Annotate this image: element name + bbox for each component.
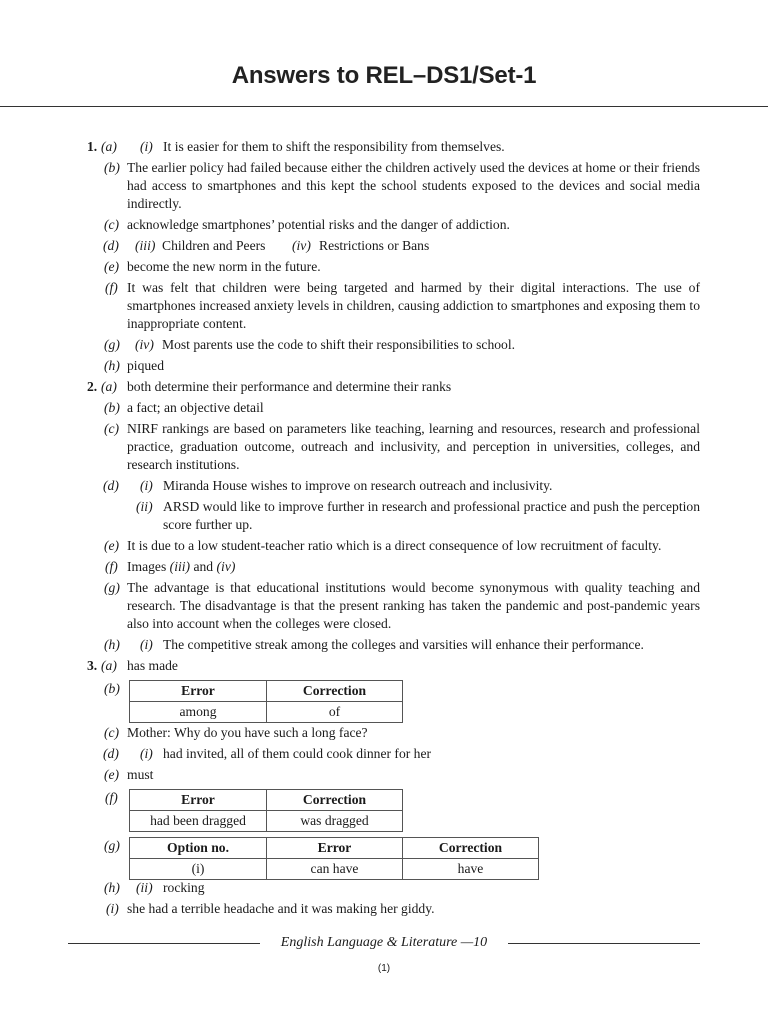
q3-f bbox=[0, 787, 768, 833]
q2-h-text: The competitive streak among the colleges and varsities will enhance their performance. bbox=[163, 637, 644, 652]
q1-d-sub1: (iii) bbox=[135, 238, 156, 253]
q3-b-table bbox=[129, 680, 403, 723]
q1-e-text: become the new norm in the future. bbox=[127, 259, 321, 274]
q1-d-text1: Children and Peers bbox=[162, 238, 266, 253]
q3-c-label: (c) bbox=[104, 725, 120, 740]
q2-h bbox=[0, 636, 768, 657]
q3-e bbox=[0, 766, 768, 787]
q3-b-label: (b) bbox=[104, 681, 120, 696]
q2-c bbox=[0, 420, 768, 474]
q2-a bbox=[0, 378, 768, 399]
q1-a-text: It is easier for them to shift the responsibility from themselves. bbox=[163, 139, 505, 154]
q2-b-text: a fact; an objective detail bbox=[127, 400, 264, 415]
q1-h-text: piqued bbox=[127, 358, 164, 373]
q3-g-table bbox=[129, 837, 539, 880]
q2-d-ii bbox=[0, 498, 768, 534]
q2-d-sub2: (ii) bbox=[136, 499, 153, 514]
q3-g-label: (g) bbox=[104, 838, 120, 853]
q3-a-text: has made bbox=[127, 658, 178, 673]
q1-number: 1. bbox=[87, 139, 98, 154]
q3-g-header-error: Error bbox=[267, 838, 403, 859]
q3-a bbox=[0, 657, 768, 678]
q1-c-label: (c) bbox=[104, 217, 120, 232]
q2-e-text: It is due to a low student-teacher ratio which is a direct consequence of low recruitment of faculty. bbox=[127, 538, 662, 553]
q1-b-text: The earlier policy had failed because either the children actively used the devices at home or their friends had access to smartphones and this kept the school students exposed to the devices and social media indirectly. bbox=[127, 160, 700, 211]
q3-i bbox=[0, 900, 768, 921]
q2-f-sub1: (iii) bbox=[169, 559, 191, 574]
q1-d bbox=[0, 237, 768, 258]
q2-g-label: (g) bbox=[104, 580, 120, 595]
q2-f-text: Images bbox=[127, 559, 167, 574]
q2-d-text1: Miranda House wishes to improve on research outreach and inclusivity. bbox=[163, 478, 553, 493]
q3-h-text: rocking bbox=[163, 880, 205, 895]
q3-d-label: (d) bbox=[103, 746, 119, 761]
q1-f-text: It was felt that children were being targeted and harmed by their digital interactions. The use of smartphones increased anxiety levels in children, causing addiction to smartphones and exposing them to inappropriate content. bbox=[127, 280, 700, 331]
q2-d-i bbox=[0, 477, 768, 498]
q2-d-label: (d) bbox=[103, 478, 119, 493]
q3-g-cell-correction: have bbox=[403, 859, 539, 880]
q3-h-sub: (ii) bbox=[136, 880, 153, 895]
q2-d-text2: ARSD would like to improve further in research and professional practice and push the perception score further up. bbox=[163, 499, 700, 532]
q1-d-sub2: (iv) bbox=[292, 238, 311, 253]
page-title: Answers to REL–DS1/Set-1 bbox=[231, 62, 537, 89]
q2-b-label: (b) bbox=[104, 400, 120, 415]
q1-c bbox=[0, 216, 768, 237]
q2-a-label: (a) bbox=[101, 379, 117, 394]
q2-f-label: (f) bbox=[105, 559, 118, 574]
q3-d-text: had invited, all of them could cook dinner for her bbox=[163, 746, 432, 761]
q3-f-cell-error: had been dragged bbox=[130, 811, 267, 832]
title-rule bbox=[0, 106, 768, 107]
q3-b-cell-error: among bbox=[130, 702, 267, 723]
q3-d-sub: (i) bbox=[140, 746, 153, 761]
q3-f-label: (f) bbox=[105, 790, 118, 805]
q2-f-line bbox=[127, 558, 235, 576]
q3-number: 3. bbox=[87, 658, 98, 673]
footer bbox=[0, 935, 768, 951]
q1-a-sub: (i) bbox=[140, 139, 153, 154]
q2-f-sub2: (iv) bbox=[216, 559, 236, 574]
q2-g bbox=[0, 579, 768, 633]
q1-c-text: acknowledge smartphones’ potential risks and the danger of addiction. bbox=[127, 217, 510, 232]
q3-c-text: Mother: Why do you have such a long face? bbox=[127, 725, 368, 740]
answers-content bbox=[0, 138, 768, 921]
q1-a-label: (a) bbox=[101, 139, 117, 154]
q2-e-label: (e) bbox=[104, 538, 120, 553]
q2-d-sub1: (i) bbox=[140, 478, 153, 493]
q1-e-label: (e) bbox=[104, 259, 120, 274]
q3-g-header-option: Option no. bbox=[130, 838, 267, 859]
q1-f bbox=[0, 279, 768, 333]
q2-f bbox=[0, 558, 768, 579]
q2-c-label: (c) bbox=[104, 421, 120, 436]
q1-h bbox=[0, 357, 768, 378]
q3-g-cell-option: (i) bbox=[130, 859, 267, 880]
q1-h-label: (h) bbox=[104, 358, 120, 373]
q1-g bbox=[0, 336, 768, 357]
page-number: (1) bbox=[377, 963, 391, 974]
q3-g bbox=[0, 833, 768, 879]
q3-e-text: must bbox=[127, 767, 154, 782]
q1-g-label: (g) bbox=[104, 337, 120, 352]
q3-b-header-error: Error bbox=[130, 681, 267, 702]
q3-a-label: (a) bbox=[101, 658, 117, 673]
q3-h bbox=[0, 879, 768, 900]
q2-h-sub: (i) bbox=[140, 637, 153, 652]
q2-c-text: NIRF rankings are based on parameters like teaching, learning and resources, research and professional practice, graduation outcome, outreach and inclusivity, and perception in universities, colleges, and research institutions. bbox=[127, 421, 700, 472]
q3-g-cell-error: can have bbox=[267, 859, 403, 880]
q3-d bbox=[0, 745, 768, 766]
q3-f-header-correction: Correction bbox=[267, 790, 403, 811]
q1-d-text2: Restrictions or Bans bbox=[319, 238, 430, 253]
q3-i-label: (i) bbox=[106, 901, 119, 916]
q1-a bbox=[0, 138, 768, 159]
q1-e bbox=[0, 258, 768, 279]
q3-g-header-correction: Correction bbox=[403, 838, 539, 859]
q3-b bbox=[0, 678, 768, 724]
q1-g-text: Most parents use the code to shift their responsibilities to school. bbox=[162, 337, 516, 352]
q1-g-sub: (iv) bbox=[135, 337, 154, 352]
q3-c bbox=[0, 724, 768, 745]
q2-e bbox=[0, 537, 768, 558]
q3-f-table bbox=[129, 789, 403, 832]
footer-text: English Language & Literature —10 bbox=[275, 935, 493, 950]
q3-i-text: she had a terrible headache and it was making her giddy. bbox=[127, 901, 435, 916]
q3-e-label: (e) bbox=[104, 767, 120, 782]
q3-b-header-correction: Correction bbox=[267, 681, 403, 702]
q2-g-text: The advantage is that educational institutions would become synonymous with quality teaching and research. The disadvantage is that the present ranking has taken the pandemic and post-pandemic years also into account when the colleges were closed. bbox=[127, 580, 700, 631]
q3-f-header-error: Error bbox=[130, 790, 267, 811]
q1-f-label: (f) bbox=[105, 280, 118, 295]
q1-b-label: (b) bbox=[104, 160, 120, 175]
q3-f-cell-correction: was dragged bbox=[267, 811, 403, 832]
q3-h-label: (h) bbox=[104, 880, 120, 895]
q1-b bbox=[0, 159, 768, 213]
q2-a-text: both determine their performance and determine their ranks bbox=[127, 379, 452, 394]
q2-b bbox=[0, 399, 768, 420]
q2-f-and: and bbox=[193, 559, 214, 574]
q2-number: 2. bbox=[87, 379, 98, 394]
q1-d-label: (d) bbox=[103, 238, 119, 253]
q2-h-label: (h) bbox=[104, 637, 120, 652]
q3-b-cell-correction: of bbox=[267, 702, 403, 723]
